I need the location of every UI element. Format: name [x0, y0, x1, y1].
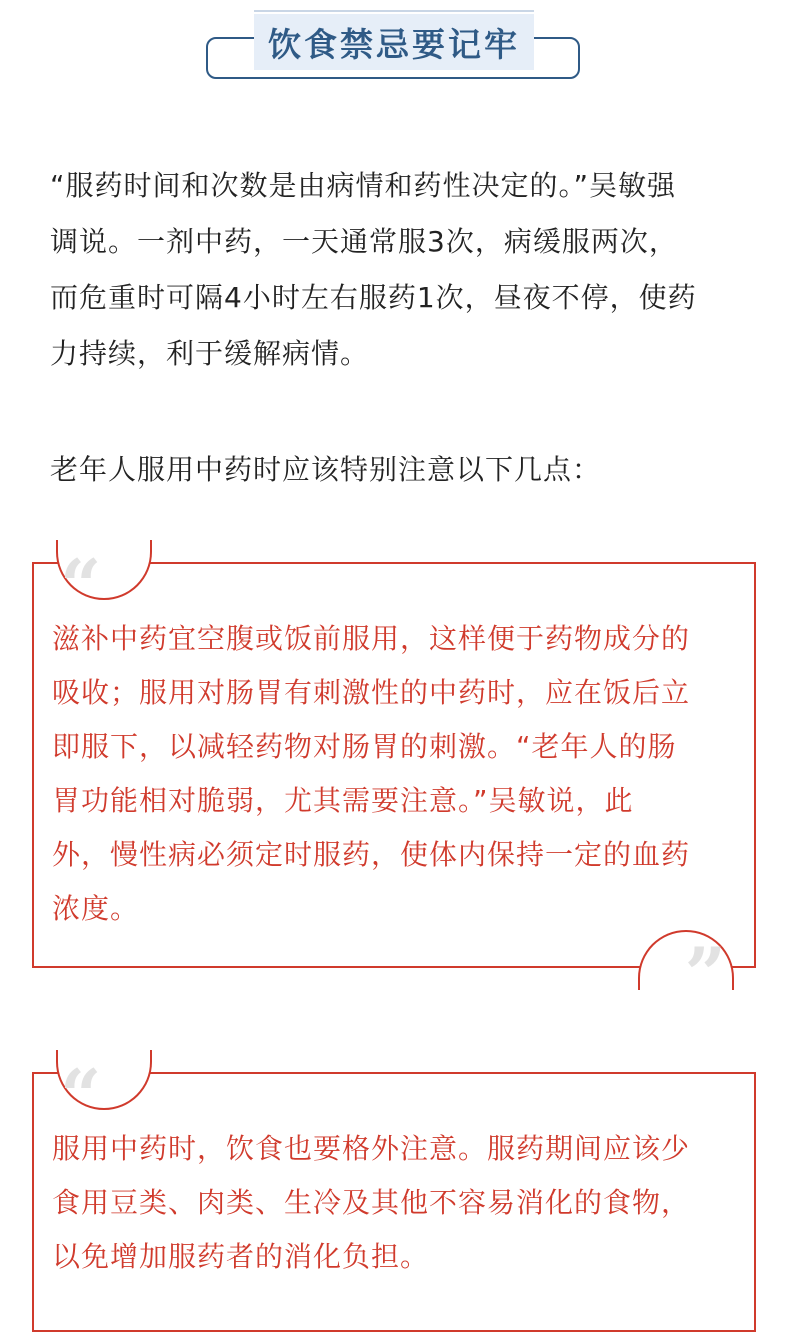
paragraph-line: 而危重时可隔4小时左右服药1次，昼夜不停，使药	[50, 281, 697, 314]
paragraph-line: 调说。一剂中药，一天通常服3次，病缓服两次，	[50, 225, 678, 258]
section-title: 饮食禁忌要记牢	[268, 24, 520, 64]
quote-line: 浓度。	[52, 892, 140, 925]
quote-box	[32, 543, 756, 1016]
header-title-box	[254, 14, 534, 70]
quote-text	[52, 1122, 742, 1284]
paragraph-line: “服药时间和次数是由病情和药性决定的。”吴敏强	[50, 169, 677, 202]
open-quote-icon: “	[60, 543, 102, 628]
intro-paragraph	[50, 158, 740, 382]
quote-line: 滋补中药宜空腹或饭前服用，这样便于药物成分的	[52, 622, 691, 655]
quote-line: 即服下，以减轻药物对肠胃的刺激。“老年人的肠	[52, 730, 677, 763]
paragraph-line: 力持续，利于缓解病情。	[50, 337, 370, 370]
quote-line: 食用豆类、肉类、生冷及其他不容易消化的食物，	[52, 1186, 691, 1219]
quote-box	[32, 1053, 756, 1332]
lead-paragraph	[50, 442, 740, 498]
quote-line: 胃功能相对脆弱，尤其需要注意。”吴敏说，此	[52, 784, 634, 817]
paragraph-line: 老年人服用中药时应该特别注意以下几点：	[50, 453, 602, 486]
close-quote-icon: ”	[684, 931, 726, 1016]
open-quote-icon: “	[60, 1053, 102, 1138]
section-header	[0, 0, 788, 90]
quote-line: 吸收；服用对肠胃有刺激性的中药时，应在饭后立	[52, 676, 691, 709]
quote-text	[52, 612, 742, 936]
quote-line: 以免增加服药者的消化负担。	[52, 1240, 430, 1273]
quote-line: 外，慢性病必须定时服药，使体内保持一定的血药	[52, 838, 691, 871]
quote-line: 服用中药时，饮食也要格外注意。服药期间应该少	[52, 1132, 691, 1165]
